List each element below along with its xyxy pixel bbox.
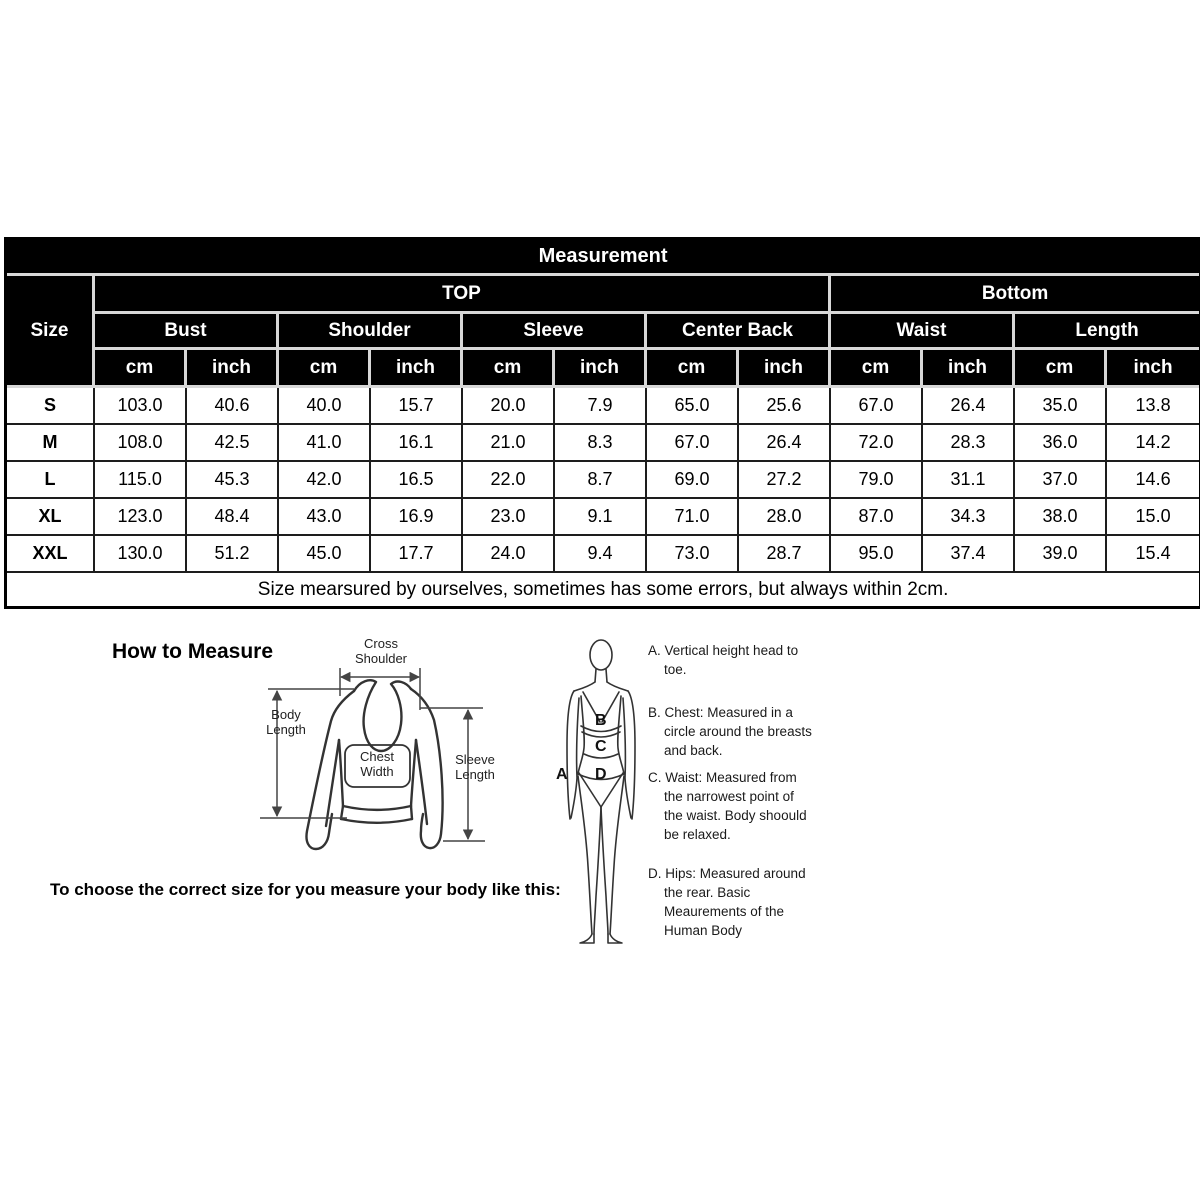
- cell: 51.2: [187, 536, 279, 573]
- table-row-m: [7, 425, 1199, 462]
- cell: 40.6: [187, 388, 279, 425]
- cell: 15.7: [371, 388, 463, 425]
- cell: 24.0: [463, 536, 555, 573]
- cell: 27.2: [739, 462, 831, 499]
- unit-inch: inch: [923, 350, 1015, 388]
- cell: 41.0: [279, 425, 371, 462]
- cell: 103.0: [95, 388, 187, 425]
- cell: 26.4: [739, 425, 831, 462]
- cell: 15.4: [1107, 536, 1199, 573]
- cell: 67.0: [647, 425, 739, 462]
- unit-inch: inch: [555, 350, 647, 388]
- cell: 71.0: [647, 499, 739, 536]
- cell: 26.4: [923, 388, 1015, 425]
- col-group-top: TOP: [95, 276, 831, 314]
- cell: 16.1: [371, 425, 463, 462]
- cell: 95.0: [831, 536, 923, 573]
- marker-a: A: [556, 766, 568, 783]
- cell: 9.1: [555, 499, 647, 536]
- cross-shoulder-label: Cross Shoulder: [354, 636, 408, 667]
- cell: 9.4: [555, 536, 647, 573]
- chest-width-label: Chest Width: [360, 749, 394, 780]
- col-header-shoulder: Shoulder: [279, 314, 463, 350]
- cell: 25.6: [739, 388, 831, 425]
- cell: 7.9: [555, 388, 647, 425]
- col-header-size: Size: [7, 276, 95, 388]
- unit-inch: inch: [1107, 350, 1199, 388]
- cell: 73.0: [647, 536, 739, 573]
- unit-cm: cm: [831, 350, 923, 388]
- cell: 37.0: [1015, 462, 1107, 499]
- cell: 34.3: [923, 499, 1015, 536]
- unit-header-row: [7, 350, 1199, 388]
- cell: 69.0: [647, 462, 739, 499]
- unit-inch: inch: [739, 350, 831, 388]
- size-label: M: [7, 425, 95, 462]
- size-label: L: [7, 462, 95, 499]
- body-figure: [548, 626, 660, 956]
- marker-b: B: [595, 712, 607, 729]
- unit-cm: cm: [647, 350, 739, 388]
- cell: 79.0: [831, 462, 923, 499]
- figure-markers: [556, 712, 607, 783]
- unit-cm: cm: [279, 350, 371, 388]
- table-row-l: [7, 462, 1199, 499]
- col-header-length: Length: [1015, 314, 1199, 350]
- table-title-row: [7, 240, 1199, 276]
- instruction-item-a: A. Vertical height head to toe.: [648, 643, 799, 677]
- col-group-bottom: Bottom: [831, 276, 1199, 314]
- cell: 8.3: [555, 425, 647, 462]
- unit-cm: cm: [463, 350, 555, 388]
- measuring-instructions: [648, 641, 812, 940]
- cell: 130.0: [95, 536, 187, 573]
- cell: 115.0: [95, 462, 187, 499]
- cell: 45.3: [187, 462, 279, 499]
- group-header-row: [7, 276, 1199, 314]
- cell: 21.0: [463, 425, 555, 462]
- measure-header-row: [7, 314, 1199, 350]
- cell: 15.0: [1107, 499, 1199, 536]
- cell: 35.0: [1015, 388, 1107, 425]
- cell: 36.0: [1015, 425, 1107, 462]
- cell: 42.0: [279, 462, 371, 499]
- choose-size-note: To choose the correct size for you measure your body like this:: [50, 880, 561, 899]
- cell: 40.0: [279, 388, 371, 425]
- cell: 14.2: [1107, 425, 1199, 462]
- col-header-bust: Bust: [95, 314, 279, 350]
- measurement-table: [4, 237, 1200, 609]
- cell: 42.5: [187, 425, 279, 462]
- unit-cm: cm: [1015, 350, 1107, 388]
- marker-c: C: [595, 738, 607, 755]
- table-title: Measurement: [7, 240, 1199, 276]
- cell: 20.0: [463, 388, 555, 425]
- instruction-item-b: B. Chest: Measured in a circle around the breasts and back.: [648, 705, 812, 758]
- size-label: XXL: [7, 536, 95, 573]
- size-label: S: [7, 388, 95, 425]
- size-note: Size mearsured by ourselves, sometimes has some errors, but always within 2cm.: [7, 573, 1199, 606]
- unit-inch: inch: [371, 350, 463, 388]
- cell: 28.0: [739, 499, 831, 536]
- cell: 28.7: [739, 536, 831, 573]
- table-row-s: [7, 388, 1199, 425]
- cell: 72.0: [831, 425, 923, 462]
- instruction-item-d: D. Hips: Measured around the rear. Basic Meaurements of the Human Body: [648, 866, 806, 938]
- col-header-sleeve: Sleeve: [463, 314, 647, 350]
- cell: 43.0: [279, 499, 371, 536]
- cell: 48.4: [187, 499, 279, 536]
- table-row-xl: [7, 499, 1199, 536]
- cell: 28.3: [923, 425, 1015, 462]
- body-outline: [567, 640, 635, 943]
- cell: 13.8: [1107, 388, 1199, 425]
- size-label: XL: [7, 499, 95, 536]
- cell: 23.0: [463, 499, 555, 536]
- cell: 22.0: [463, 462, 555, 499]
- cell: 16.9: [371, 499, 463, 536]
- sleeve-length-label: Sleeve Length: [455, 752, 495, 783]
- cell: 31.1: [923, 462, 1015, 499]
- col-header-waist: Waist: [831, 314, 1015, 350]
- cell: 37.4: [923, 536, 1015, 573]
- cell: 8.7: [555, 462, 647, 499]
- table-note-row: [7, 573, 1199, 606]
- cell: 38.0: [1015, 499, 1107, 536]
- unit-cm: cm: [95, 350, 187, 388]
- marker-d: D: [595, 766, 607, 783]
- instruction-item-c: C. Waist: Measured from the narrowest point of the waist. Body shoould be relaxed.: [648, 770, 807, 842]
- cell: 87.0: [831, 499, 923, 536]
- unit-inch: inch: [187, 350, 279, 388]
- body-length-label: Body Length: [266, 707, 306, 738]
- cell: 17.7: [371, 536, 463, 573]
- cell: 108.0: [95, 425, 187, 462]
- cell: 16.5: [371, 462, 463, 499]
- cell: 39.0: [1015, 536, 1107, 573]
- cell: 45.0: [279, 536, 371, 573]
- cell: 67.0: [831, 388, 923, 425]
- table-row-xxl: [7, 536, 1199, 573]
- cell: 123.0: [95, 499, 187, 536]
- cell: 65.0: [647, 388, 739, 425]
- cell: 14.6: [1107, 462, 1199, 499]
- how-to-measure-title: How to Measure: [112, 640, 274, 663]
- col-header-center-back: Center Back: [647, 314, 831, 350]
